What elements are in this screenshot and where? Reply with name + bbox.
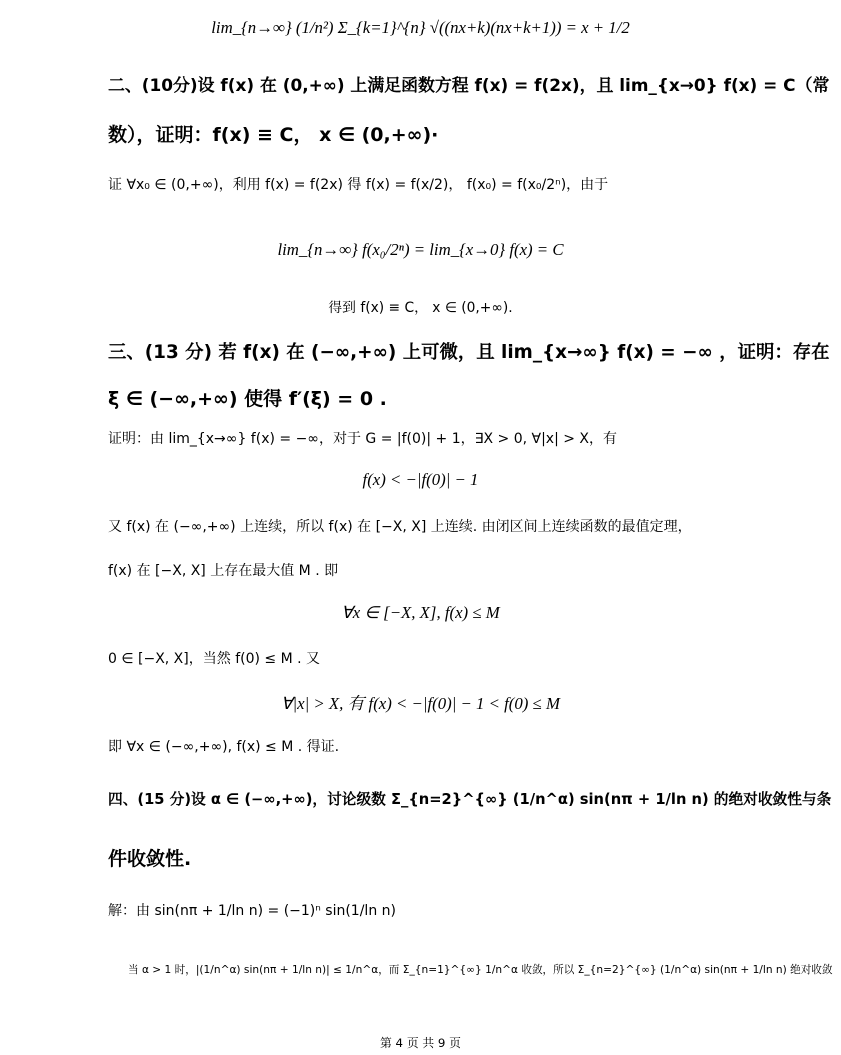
problem-3-statement-cont: ξ ∈ (−∞,+∞) 使得 f′(ξ) = 0 . (108, 388, 387, 410)
problem-4-statement: 四、(15 分)设 α ∈ (−∞,+∞)，讨论级数 Σ_{n=2}^{∞} (1/n^α) sin(nπ + 1/ln n) 的绝对收敛性与条 (108, 791, 832, 808)
problem-2-proof-formula: lim_{n→∞} f(x₀/2ⁿ) = lim_{x→0} f(x) = C (277, 240, 564, 259)
problem-3-proof-line-1: 证明：由 lim_{x→∞} f(x) = −∞，对于 G = |f(0)| + 1，∃X > 0, ∀|x| > X，有 (108, 431, 618, 447)
problem-2-proof-conclusion: 得到 f(x) ≡ C， x ∈ (0,+∞). (328, 300, 513, 316)
problem-4-solution-line-2: 当 α > 1 时，|(1/n^α) sin(nπ + 1/ln n)| ≤ 1/n^α，而 Σ_{n=1}^{∞} 1/n^α 收敛，所以 Σ_{n=2}^{∞} (1/n^α) sin(nπ + 1/ln n) 绝对收敛 (128, 964, 833, 976)
problem-4-solution-line-1: 解：由 sin(nπ + 1/ln n) = (−1)ⁿ sin(1/ln n) (108, 903, 396, 919)
problem-3-inequality-3: ∀|x| > X, 有 f(x) < −|f(0)| − 1 < f(0) ≤ M (281, 694, 560, 713)
problem-2-proof-line-1: 证 ∀x₀ ∈ (0,+∞)，利用 f(x) = f(2x) 得 f(x) = f(x/2)， f(x₀) = f(x₀/2ⁿ)，由于 (108, 177, 609, 193)
problem-3-proof-line-2: 又 f(x) 在 (−∞,+∞) 上连续，所以 f(x) 在 [−X, X] 上连续. 由闭区间上连续函数的最值定理， (108, 519, 692, 535)
problem-3-proof-conclusion: 即 ∀x ∈ (−∞,+∞), f(x) ≤ M . 得证. (108, 739, 340, 755)
problem-3-statement: 三、(13 分) 若 f(x) 在 (−∞,+∞) 上可微，且 lim_{x→∞} f(x) = −∞ ，证明：存在 (108, 342, 830, 363)
problem-3-proof-line-4: 0 ∈ [−X, X]，当然 f(0) ≤ M . 又 (108, 651, 321, 667)
problem-3-inequality-1: f(x) < −|f(0)| − 1 (362, 470, 479, 489)
formula-limit-sum: lim_{n→∞} (1/n²) Σ_{k=1}^{n} √((nx+k)(nx+k+1)) = x + 1/2 (211, 18, 630, 37)
problem-4-statement-cont: 件收敛性. (108, 848, 192, 870)
page-footer: 第 4 页 共 9 页 (380, 1036, 461, 1050)
problem-2-statement: 二、(10分)设 f(x) 在 (0,+∞) 上满足函数方程 f(x) = f(2x)，且 lim_{x→0} f(x) = C（常 (108, 75, 830, 95)
problem-2-statement-cont: 数），证明：f(x) ≡ C， x ∈ (0,+∞)· (108, 124, 439, 146)
problem-3-proof-line-3: f(x) 在 [−X, X] 上存在最大值 M . 即 (108, 563, 339, 579)
problem-3-inequality-2: ∀x ∈ [−X, X], f(x) ≤ M (341, 603, 500, 622)
